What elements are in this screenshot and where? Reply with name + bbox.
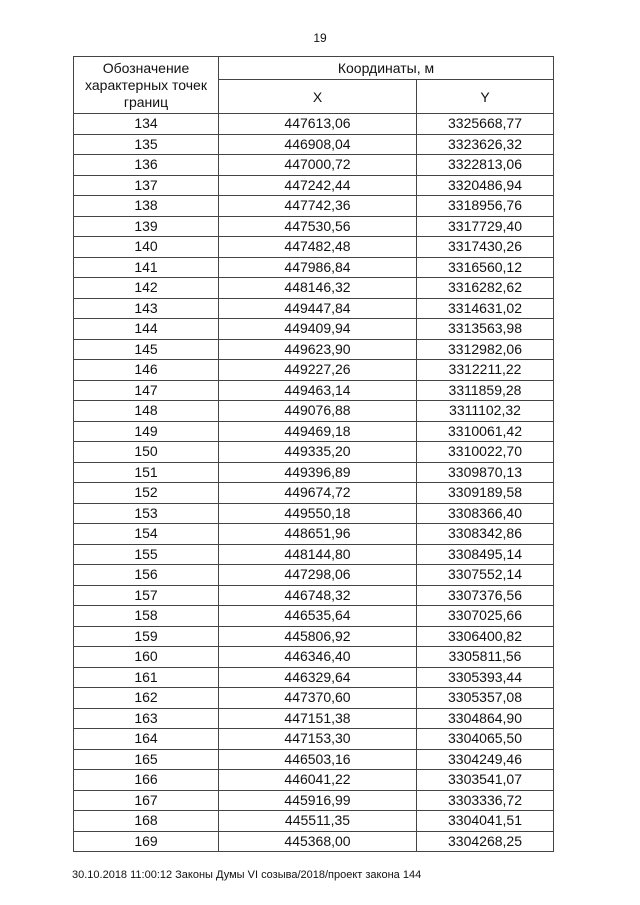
table-row <box>74 175 554 196</box>
point-cell: 160 <box>74 647 219 668</box>
table-row <box>74 811 554 832</box>
point-cell: 166 <box>74 770 219 791</box>
header-point-designation: Обозначение характерных точек границ <box>74 57 219 114</box>
x-cell: 449227,26 <box>219 360 417 381</box>
y-cell: 3304041,51 <box>417 811 554 832</box>
table-row <box>74 565 554 586</box>
y-cell: 3305811,56 <box>417 647 554 668</box>
x-cell: 447482,48 <box>219 237 417 258</box>
y-cell: 3304065,50 <box>417 729 554 750</box>
table-row <box>74 462 554 483</box>
point-cell: 162 <box>74 688 219 709</box>
y-cell: 3322813,06 <box>417 155 554 176</box>
point-cell: 141 <box>74 257 219 278</box>
point-cell: 144 <box>74 319 219 340</box>
x-cell: 447986,84 <box>219 257 417 278</box>
x-cell: 448146,32 <box>219 278 417 299</box>
table-row <box>74 831 554 852</box>
point-cell: 154 <box>74 524 219 545</box>
y-cell: 3303541,07 <box>417 770 554 791</box>
table-row <box>74 626 554 647</box>
point-cell: 136 <box>74 155 219 176</box>
x-cell: 445806,92 <box>219 626 417 647</box>
y-cell: 3307025,66 <box>417 606 554 627</box>
point-cell: 138 <box>74 196 219 217</box>
x-cell: 448651,96 <box>219 524 417 545</box>
x-cell: 446329,64 <box>219 667 417 688</box>
y-cell: 3303336,72 <box>417 790 554 811</box>
y-cell: 3306400,82 <box>417 626 554 647</box>
x-cell: 449335,20 <box>219 442 417 463</box>
y-cell: 3316282,62 <box>417 278 554 299</box>
table-row <box>74 790 554 811</box>
y-cell: 3318956,76 <box>417 196 554 217</box>
y-cell: 3313563,98 <box>417 319 554 340</box>
table-row <box>74 647 554 668</box>
table-row <box>74 421 554 442</box>
point-cell: 147 <box>74 380 219 401</box>
x-cell: 449409,94 <box>219 319 417 340</box>
x-cell: 446535,64 <box>219 606 417 627</box>
table-row <box>74 483 554 504</box>
point-cell: 167 <box>74 790 219 811</box>
point-cell: 168 <box>74 811 219 832</box>
coordinates-table <box>73 56 554 852</box>
y-cell: 3307552,14 <box>417 565 554 586</box>
y-cell: 3304268,25 <box>417 831 554 852</box>
point-cell: 161 <box>74 667 219 688</box>
table-row <box>74 339 554 360</box>
table-row <box>74 360 554 381</box>
table-row <box>74 298 554 319</box>
table-row <box>74 524 554 545</box>
point-cell: 159 <box>74 626 219 647</box>
x-cell: 447153,30 <box>219 729 417 750</box>
x-cell: 449076,88 <box>219 401 417 422</box>
table-row <box>74 278 554 299</box>
point-cell: 134 <box>74 114 219 135</box>
y-cell: 3308342,86 <box>417 524 554 545</box>
y-cell: 3309189,58 <box>417 483 554 504</box>
page-number: 19 <box>313 31 327 45</box>
x-cell: 446346,40 <box>219 647 417 668</box>
point-cell: 158 <box>74 606 219 627</box>
point-cell: 164 <box>74 729 219 750</box>
y-cell: 3312211,22 <box>417 360 554 381</box>
x-cell: 447530,56 <box>219 216 417 237</box>
table-row <box>74 544 554 565</box>
table-row <box>74 708 554 729</box>
y-cell: 3305393,44 <box>417 667 554 688</box>
point-cell: 149 <box>74 421 219 442</box>
y-cell: 3317729,40 <box>417 216 554 237</box>
y-cell: 3305357,08 <box>417 688 554 709</box>
point-cell: 150 <box>74 442 219 463</box>
y-cell: 3311859,28 <box>417 380 554 401</box>
table-row <box>74 257 554 278</box>
point-cell: 145 <box>74 339 219 360</box>
point-cell: 152 <box>74 483 219 504</box>
y-cell: 3311102,32 <box>417 401 554 422</box>
y-cell: 3308495,14 <box>417 544 554 565</box>
y-cell: 3314631,02 <box>417 298 554 319</box>
table-row <box>74 319 554 340</box>
point-cell: 156 <box>74 565 219 586</box>
table-row <box>74 749 554 770</box>
x-cell: 447742,36 <box>219 196 417 217</box>
table-row <box>74 503 554 524</box>
y-cell: 3307376,56 <box>417 585 554 606</box>
x-cell: 449623,90 <box>219 339 417 360</box>
point-cell: 140 <box>74 237 219 258</box>
y-cell: 3316560,12 <box>417 257 554 278</box>
header-coordinates: Координаты, м <box>219 57 554 80</box>
table-body <box>74 114 554 852</box>
x-cell: 445916,99 <box>219 790 417 811</box>
y-cell: 3308366,40 <box>417 503 554 524</box>
x-cell: 447000,72 <box>219 155 417 176</box>
point-cell: 151 <box>74 462 219 483</box>
point-cell: 169 <box>74 831 219 852</box>
y-cell: 3304864,90 <box>417 708 554 729</box>
point-cell: 153 <box>74 503 219 524</box>
y-cell: 3310061,42 <box>417 421 554 442</box>
y-cell: 3304249,46 <box>417 749 554 770</box>
point-cell: 155 <box>74 544 219 565</box>
y-cell: 3323626,32 <box>417 134 554 155</box>
point-cell: 142 <box>74 278 219 299</box>
x-cell: 449674,72 <box>219 483 417 504</box>
table-row <box>74 442 554 463</box>
table-row <box>74 401 554 422</box>
x-cell: 446503,16 <box>219 749 417 770</box>
table-row <box>74 729 554 750</box>
point-cell: 146 <box>74 360 219 381</box>
x-cell: 446748,32 <box>219 585 417 606</box>
x-cell: 448144,80 <box>219 544 417 565</box>
x-cell: 447151,38 <box>219 708 417 729</box>
x-cell: 446908,04 <box>219 134 417 155</box>
x-cell: 449396,89 <box>219 462 417 483</box>
table-row <box>74 585 554 606</box>
x-cell: 449463,14 <box>219 380 417 401</box>
x-cell: 447298,06 <box>219 565 417 586</box>
point-cell: 163 <box>74 708 219 729</box>
table-row <box>74 667 554 688</box>
table-row <box>74 237 554 258</box>
x-cell: 446041,22 <box>219 770 417 791</box>
y-cell: 3312982,06 <box>417 339 554 360</box>
x-cell: 445511,35 <box>219 811 417 832</box>
footer-text: 30.10.2018 11:00:12 Законы Думы VI созыва/2018/проект закона 144 <box>72 869 422 881</box>
y-cell: 3325668,77 <box>417 114 554 135</box>
table-row <box>74 196 554 217</box>
table-row <box>74 155 554 176</box>
point-cell: 137 <box>74 175 219 196</box>
table-row <box>74 380 554 401</box>
table-row <box>74 606 554 627</box>
x-cell: 447613,06 <box>219 114 417 135</box>
x-cell: 449447,84 <box>219 298 417 319</box>
y-cell: 3309870,13 <box>417 462 554 483</box>
y-cell: 3320486,94 <box>417 175 554 196</box>
point-cell: 148 <box>74 401 219 422</box>
point-cell: 135 <box>74 134 219 155</box>
table-row <box>74 216 554 237</box>
y-cell: 3317430,26 <box>417 237 554 258</box>
table-row <box>74 114 554 135</box>
table-row <box>74 134 554 155</box>
x-cell: 447242,44 <box>219 175 417 196</box>
table-row <box>74 770 554 791</box>
y-cell: 3310022,70 <box>417 442 554 463</box>
header-x: X <box>219 80 417 114</box>
table-row <box>74 688 554 709</box>
header-y: Y <box>417 80 554 114</box>
point-cell: 165 <box>74 749 219 770</box>
x-cell: 447370,60 <box>219 688 417 709</box>
point-cell: 143 <box>74 298 219 319</box>
x-cell: 449550,18 <box>219 503 417 524</box>
x-cell: 445368,00 <box>219 831 417 852</box>
point-cell: 139 <box>74 216 219 237</box>
point-cell: 157 <box>74 585 219 606</box>
x-cell: 449469,18 <box>219 421 417 442</box>
